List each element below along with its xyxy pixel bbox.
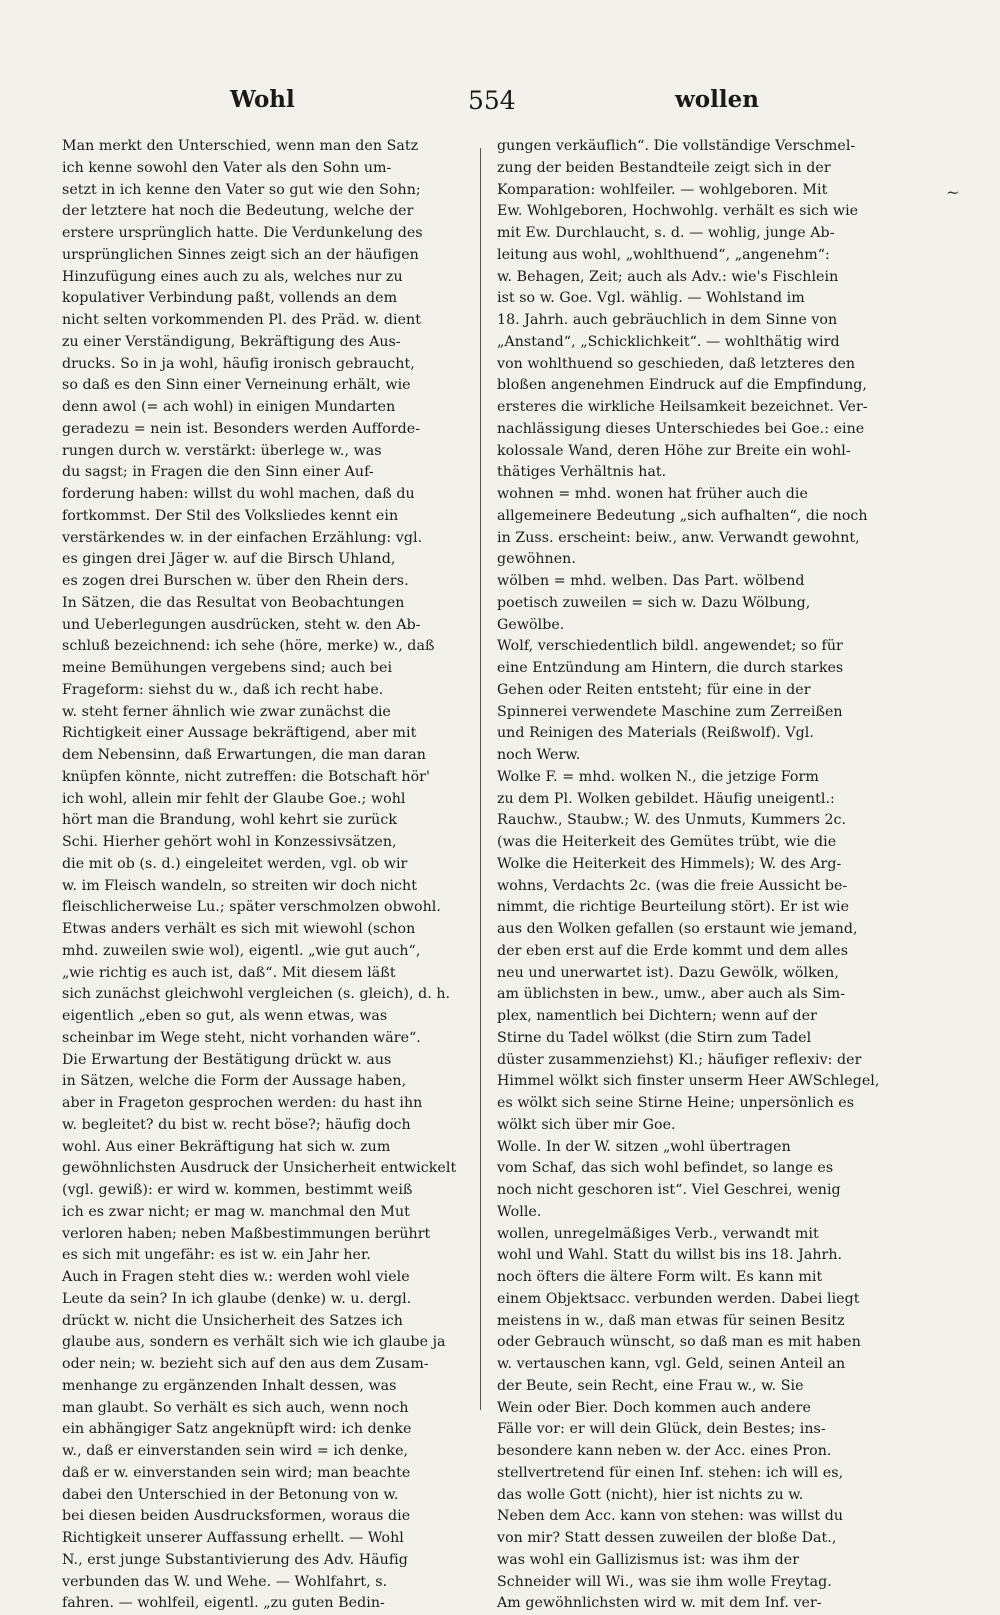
text-line: sich zunächst gleichwohl vergleichen (s. gleich), d. h. bbox=[62, 986, 451, 1003]
text-line: (was die Heiterkeit des Gemütes trübt, wie die bbox=[497, 834, 837, 850]
text-line: forderung haben: willst du wohl machen, daß du bbox=[62, 486, 415, 502]
text-line: aber in Frageton gesprochen werden: du hast ihn bbox=[62, 1095, 423, 1111]
text-line: wollen, unregelmäßiges Verb., verwandt mit bbox=[497, 1225, 819, 1242]
text-line: noch öfters die ältere Form wilt. Es kann mit bbox=[497, 1269, 823, 1285]
text-line: poetisch zuweilen = sich w. Dazu Wölbung, bbox=[497, 594, 811, 611]
header-left-word: Wohl bbox=[230, 86, 295, 113]
text-line: meine Bemühungen vergebens sind; auch bei bbox=[62, 660, 393, 676]
text-line: neu und unerwartet ist). Dazu Gewölk, wölken, bbox=[497, 964, 839, 981]
text-line: meistens in w., daß man etwas für seinen Besitz bbox=[497, 1312, 845, 1329]
page-number: 554 bbox=[468, 86, 516, 115]
text-line: fleischlicherweise Lu.; später verschmolzen obwohl. bbox=[62, 899, 441, 916]
text-line: der eben erst auf die Erde kommt und dem alles bbox=[497, 942, 849, 959]
text-line: N., erst junge Substantivierung des Adv. Häufig bbox=[62, 1551, 408, 1568]
text-line: Himmel wölkt sich finster unserm Heer AWSchlegel, bbox=[497, 1073, 880, 1090]
text-line: was wohl ein Gallizismus ist: was ihm der bbox=[497, 1551, 800, 1568]
text-line: Richtigkeit einer Aussage bekräftigend, aber mit bbox=[62, 725, 417, 742]
text-line: es zogen drei Burschen w. über den Rhein ders. bbox=[62, 573, 409, 589]
text-line: ersteres die wirkliche Heilsamkeit bezeichnet. Ver- bbox=[497, 399, 868, 415]
text-line: ein abhängiger Satz angeknüpft wird: ich denke bbox=[62, 1421, 412, 1438]
text-line: stellvertretend für einen Inf. stehen: ich will es, bbox=[497, 1464, 844, 1481]
text-line: Wolle. In der W. sitzen „wohl übertragen bbox=[497, 1138, 791, 1155]
text-line: nachlässigung dieses Unterschiedes bei Goe.: eine bbox=[497, 420, 865, 437]
text-line: dem Nebensinn, daß Erwartungen, die man daran bbox=[62, 747, 426, 763]
text-line: aus den Wolken gefallen (so erstaunt wie jemand, bbox=[497, 921, 858, 937]
text-line: es gingen drei Jäger w. auf die Birsch Uhland, bbox=[62, 551, 396, 568]
text-line: es sich mit ungefähr: es ist w. ein Jahr her. bbox=[62, 1247, 371, 1264]
text-line: Schneider will Wi., was sie ihm wolle Freytag. bbox=[497, 1573, 832, 1590]
text-line: Hinzufügung eines auch zu als, welches nur zu bbox=[62, 268, 403, 285]
text-line: in Sätzen, welche die Form der Aussage haben, bbox=[62, 1073, 407, 1090]
text-line: setzt in ich kenne den Vater so gut wie den Sohn; bbox=[62, 181, 421, 198]
text-line: oder nein; w. bezieht sich auf den aus dem Zusam- bbox=[62, 1356, 429, 1372]
text-line: einem Objektsacc. verbunden werden. Dabei liegt bbox=[497, 1290, 860, 1307]
text-line: „wie richtig es auch ist, daß“. Mit diesem läßt bbox=[62, 964, 396, 981]
text-line: bei diesen beiden Ausdrucksformen, woraus die bbox=[62, 1508, 411, 1525]
text-line: von wohlthuend so geschieden, daß letzteres den bbox=[497, 355, 856, 372]
text-line: fortkommst. Der Stil des Volksliedes kennt ein bbox=[62, 507, 399, 524]
text-line: mhd. zuweilen swie wol), eigentl. „wie gut auch“, bbox=[62, 942, 421, 959]
text-line: Neben dem Acc. kann von stehen: was willst du bbox=[497, 1508, 844, 1525]
text-line: wohnen = mhd. wonen hat früher auch die bbox=[497, 486, 808, 502]
text-line: nimmt, die richtige Beurteilung stört). Er ist wie bbox=[497, 899, 850, 916]
margin-mark: ~ bbox=[946, 183, 960, 202]
column-divider bbox=[480, 148, 481, 1410]
text-line: verstärkendes w. in der einfachen Erzählung: vgl. bbox=[62, 529, 423, 546]
text-line: w. im Fleisch wandeln, so streiten wir doch nicht bbox=[62, 877, 417, 894]
text-line: In Sätzen, die das Resultat von Beobachtungen bbox=[62, 594, 405, 611]
text-line: bloßen angenehmen Eindruck auf die Empfindung, bbox=[497, 377, 867, 394]
text-line: in Zuss. erscheint: beiw., anw. Verwandt gewohnt, bbox=[497, 529, 860, 546]
text-line: menhange zu ergänzenden Inhalt dessen, was bbox=[62, 1377, 397, 1394]
text-line: thätiges Verhältnis hat. bbox=[497, 464, 667, 481]
text-line: fahren. — wohlfeil, eigentl. „zu guten Bedin- bbox=[62, 1595, 385, 1612]
text-line: Schi. Hierher gehört wohl in Konzessivsätzen, bbox=[62, 834, 397, 850]
text-line: ursprünglichen Sinnes zeigt sich an der häufigen bbox=[62, 246, 419, 263]
text-line: Spinnerei verwendete Maschine zum Zerreißen bbox=[497, 703, 843, 720]
text-line: w., daß er einverstanden sein wird = ich denke, bbox=[62, 1443, 409, 1459]
text-line: Ew. Wohlgeboren, Hochwohlg. verhält es sich wie bbox=[497, 203, 859, 220]
text-line: der letztere hat noch die Bedeutung, welche der bbox=[62, 203, 414, 220]
text-line: w. steht ferner ähnlich wie zwar zunächst die bbox=[62, 703, 391, 720]
left-column bbox=[62, 136, 474, 1612]
text-line: allgemeinere Bedeutung „sich aufhalten“, die noch bbox=[497, 507, 868, 524]
text-line: wölben = mhd. welben. Das Part. wölbend bbox=[497, 573, 805, 589]
text-line: Stirne du Tadel wölkst (die Stirn zum Tadel bbox=[497, 1029, 812, 1046]
text-line: erstere ursprünglich hatte. Die Verdunkelung des bbox=[62, 225, 423, 241]
text-line: gewöhnlichsten Ausdruck der Unsicherheit entwickelt bbox=[62, 1160, 457, 1177]
text-line: Frageform: siehst du w., daß ich recht habe. bbox=[62, 681, 384, 698]
text-line: wohl und Wahl. Statt du willst bis ins 18. Jahrh. bbox=[497, 1247, 843, 1264]
page-header bbox=[60, 86, 940, 126]
text-line: Etwas anders verhält es sich mit wiewohl (schon bbox=[62, 921, 416, 937]
text-line: kolossale Wand, deren Höhe zur Breite ein wohl- bbox=[497, 442, 851, 459]
text-line: w. Behagen, Zeit; auch als Adv.: wie's Fischlein bbox=[497, 268, 839, 285]
text-line: kopulativer Verbindung paßt, vollends an dem bbox=[62, 290, 398, 307]
text-line: Wolf, verschiedentlich bildl. angewendet; so für bbox=[497, 638, 843, 655]
header-right-word: wollen bbox=[675, 86, 759, 113]
text-line: so daß es den Sinn einer Verneinung erhält, wie bbox=[62, 377, 411, 394]
text-line: wölkt sich über mir Goe. bbox=[497, 1116, 676, 1133]
text-line: noch nicht geschoren ist“. Viel Geschrei, wenig bbox=[497, 1182, 841, 1198]
text-line: gewöhnen. bbox=[497, 551, 576, 568]
text-line: eine Entzündung am Hintern, die durch starkes bbox=[497, 660, 844, 676]
text-line: leitung aus wohl, „wohlthuend“, „angenehm“: bbox=[497, 246, 830, 263]
text-line: Wolle. bbox=[497, 1203, 542, 1220]
text-line: w. vertauschen kann, vgl. Geld, seinen Anteil an bbox=[497, 1356, 846, 1372]
text-line: wohns, Verdachts 2c. (was die freie Aussicht be- bbox=[497, 877, 848, 894]
text-line: vom Schaf, das sich wohl befindet, so lange es bbox=[497, 1160, 834, 1177]
text-line: drückt w. nicht die Unsicherheit des Satzes ich bbox=[62, 1312, 403, 1329]
text-line: von mir? Statt dessen zuweilen der bloße Dat., bbox=[497, 1530, 837, 1546]
text-line: drucks. So in ja wohl, häufig ironisch gebraucht, bbox=[62, 355, 415, 372]
text-line: knüpfen könnte, nicht zutreffen: die Botschaft hör' bbox=[62, 768, 430, 785]
text-line: ist so w. Goe. Vgl. wählig. — Wohlstand im bbox=[497, 290, 805, 307]
text-line: oder Gebrauch wünscht, so daß man es mit haben bbox=[497, 1334, 861, 1351]
text-line: dabei den Unterschied in der Betonung von w. bbox=[62, 1486, 399, 1503]
text-line: daß er w. einverstanden sein wird; man beachte bbox=[62, 1464, 411, 1481]
text-line: du sagst; in Fragen die den Sinn einer Auf- bbox=[62, 464, 374, 481]
text-line: 18. Jahrh. auch gebräuchlich in dem Sinne von bbox=[497, 312, 838, 328]
text-line: geradezu = nein ist. Besonders werden Aufforde- bbox=[62, 420, 421, 437]
text-line: gungen verkäuflich“. Die vollständige Verschmel- bbox=[497, 138, 856, 154]
text-line: schluß bezeichnend: ich sehe (höre, merke) w., daß bbox=[62, 638, 435, 655]
text-line: der Beute, sein Recht, eine Frau w., w. Sie bbox=[497, 1377, 804, 1394]
text-line: es wölkt sich seine Stirne Heine; unpersönlich es bbox=[497, 1095, 855, 1111]
text-line: mit Ew. Durchlaucht, s. d. — wohlig, junge Ab- bbox=[497, 225, 835, 241]
text-line: verbunden das W. und Wehe. — Wohlfahrt, s. bbox=[62, 1573, 388, 1590]
text-line: Gehen oder Reiten entsteht; für eine in der bbox=[497, 681, 811, 698]
text-line: Rauchw., Staubw.; W. des Unmuts, Kummers 2c. bbox=[497, 812, 847, 829]
text-line: Wein oder Bier. Doch kommen auch andere bbox=[497, 1399, 811, 1416]
text-line: wohl. Aus einer Bekräftigung hat sich w. zum bbox=[62, 1138, 391, 1155]
text-line: Komparation: wohlfeiler. — wohlgeboren. Mit bbox=[497, 181, 828, 198]
text-line: ich kenne sowohl den Vater als den Sohn um- bbox=[62, 159, 392, 176]
text-line: zu einer Verständigung, Bekräftigung des Aus- bbox=[62, 333, 401, 350]
text-line: nicht selten vorkommenden Pl. des Präd. w. dient bbox=[62, 312, 421, 328]
text-line: ich es zwar nicht; er mag w. manchmal den Mut bbox=[62, 1203, 410, 1220]
text-line: ich wohl, allein mir fehlt der Glaube Goe.; wohl bbox=[62, 790, 406, 807]
text-line: plex, namentlich bei Dichtern; wenn auf der bbox=[497, 1008, 817, 1024]
text-line: (vgl. gewiß): er wird w. kommen, bestimmt weiß bbox=[62, 1182, 413, 1198]
text-line: „Anstand“, „Schicklichkeit“. — wohlthätig wird bbox=[497, 333, 840, 350]
text-line: glaube aus, sondern es verhält sich wie ich glaube ja bbox=[62, 1334, 446, 1351]
text-line: Leute da sein? In ich glaube (denke) w. u. dergl. bbox=[62, 1290, 412, 1307]
text-line: Die Erwartung der Bestätigung drückt w. aus bbox=[62, 1051, 392, 1068]
text-line: Man merkt den Unterschied, wenn man den Satz bbox=[62, 138, 419, 154]
text-line: rungen durch w. verstärkt: überlege w., was bbox=[62, 442, 382, 459]
text-line: Auch in Fragen steht dies w.: werden wohl viele bbox=[62, 1269, 410, 1285]
text-line: die mit ob (s. d.) eingeleitet werden, vgl. ob wir bbox=[62, 855, 408, 872]
text-line: und Ueberlegungen ausdrücken, steht w. den Ab- bbox=[62, 616, 421, 633]
right-column bbox=[497, 136, 909, 1612]
text-line: Gewölbe. bbox=[497, 616, 565, 633]
text-line: Am gewöhnlichsten wird w. mit dem Inf. ver- bbox=[497, 1595, 822, 1612]
text-line: düster zusammenziehst) Kl.; häufiger reflexiv: der bbox=[497, 1051, 862, 1068]
text-line: am üblichsten in bew., umw., aber auch als Sim- bbox=[497, 986, 846, 1003]
text-line: scheinbar im Wege steht, nicht vorhanden wäre“. bbox=[62, 1029, 421, 1046]
text-line: zu dem Pl. Wolken gebildet. Häufig uneigentl.: bbox=[497, 790, 835, 807]
text-line: eigentlich „eben so gut, als wenn etwas, was bbox=[62, 1008, 388, 1024]
text-line: das wolle Gott (nicht), hier ist nichts zu w. bbox=[497, 1486, 804, 1503]
text-line: man glaubt. So verhält es sich auch, wenn noch bbox=[62, 1399, 409, 1416]
text-line: Fälle vor: er will dein Glück, dein Bestes; ins- bbox=[497, 1421, 826, 1438]
text-line: hört man die Brandung, wohl kehrt sie zurück bbox=[62, 812, 398, 829]
text-line: Wolke F. = mhd. wolken N., die jetzige Form bbox=[497, 768, 819, 785]
text-line: zung der beiden Bestandteile zeigt sich in der bbox=[497, 159, 831, 176]
text-line: Richtigkeit unserer Auffassung erhellt. — Wohl bbox=[62, 1530, 404, 1546]
text-line: Wolke die Heiterkeit des Himmels); W. des Arg- bbox=[497, 855, 842, 872]
text-line: und Reinigen des Materials (Reißwolf). Vgl. bbox=[497, 725, 814, 742]
text-line: w. begleitet? du bist w. recht böse?; häufig doch bbox=[62, 1116, 411, 1133]
text-line: verloren haben; neben Maßbestimmungen berührt bbox=[62, 1225, 431, 1242]
text-line: noch Werw. bbox=[497, 747, 581, 763]
text-line: besondere kann neben w. der Acc. eines Pron. bbox=[497, 1443, 832, 1459]
text-line: denn awol (= ach wohl) in einigen Mundarten bbox=[62, 399, 396, 415]
